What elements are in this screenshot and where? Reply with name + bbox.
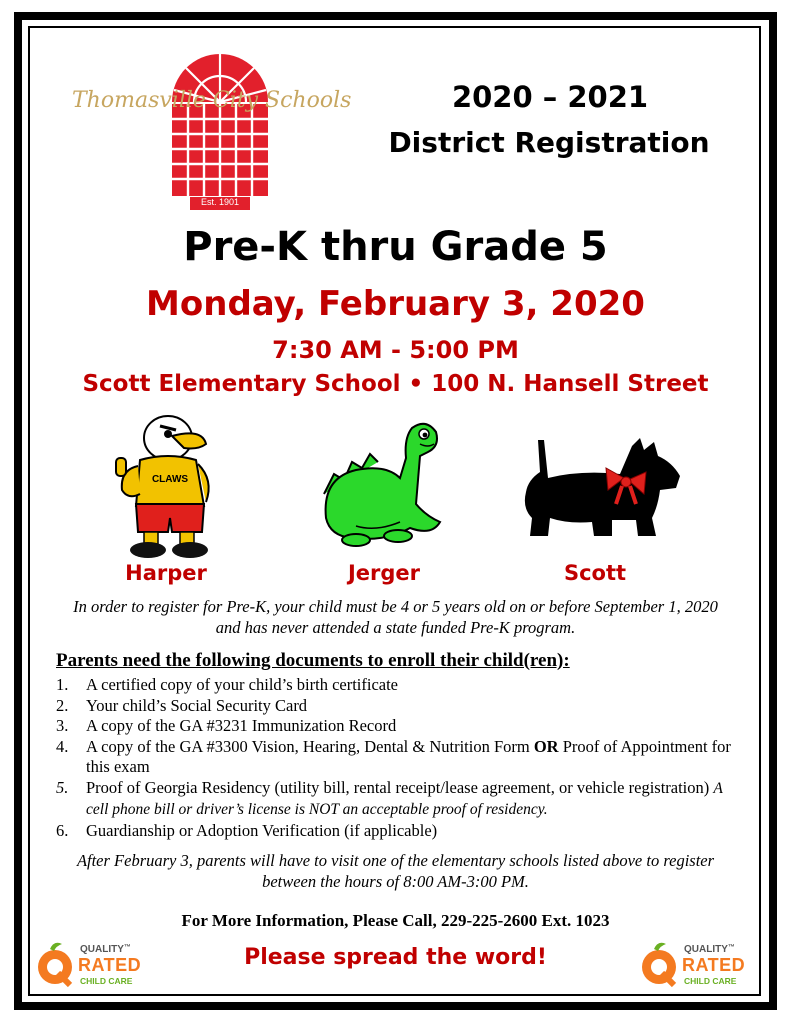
- list-item: [56, 778, 746, 821]
- list-item-number: 6.: [56, 820, 69, 840]
- school-year: 2020 – 2021: [451, 80, 649, 114]
- event-location: Scott Elementary School • 100 N. Hansell Street: [82, 371, 709, 397]
- list-item-text: A certified copy of your child’s birth certificate: [86, 675, 399, 694]
- list-item-number: 1.: [56, 675, 69, 694]
- list-item-text: Proof of Georgia Residency (utility bill, rental receipt/lease agreement, or vehicle registration): [86, 777, 714, 797]
- list-item: [56, 737, 746, 778]
- mascot-label-harper: Harper: [125, 561, 207, 585]
- dinosaur-mascot-icon: [316, 418, 448, 556]
- eagle-mascot-icon: [110, 410, 230, 560]
- quality-rated-q-icon: [640, 940, 680, 988]
- quality-rated-q-icon: [36, 940, 76, 988]
- list-item-text: A copy of the GA #3231 Immunization Record: [86, 716, 397, 735]
- badge-line1: QUALITY: [80, 944, 124, 955]
- list-item-number: 4.: [56, 736, 69, 756]
- list-item-number: 2.: [56, 695, 69, 715]
- list-item: [56, 696, 746, 717]
- badge-tm: ™: [123, 944, 131, 951]
- logo-est: Est. 1901: [200, 197, 240, 207]
- documents-list: [56, 675, 746, 841]
- documents-heading: Parents need the following documents to enroll their child(ren):: [56, 650, 570, 671]
- list-item-number: 5.: [56, 777, 69, 797]
- list-item-emphasis: OR: [533, 736, 559, 756]
- mascot-shirt-text: CLAWS: [151, 474, 189, 485]
- quality-rated-badge-left: [36, 940, 146, 988]
- list-item-text: A copy of the GA #3300 Vision, Hearing, Dental & Nutrition Form: [86, 736, 534, 756]
- badge-tm: ™: [727, 944, 735, 951]
- list-item: [56, 716, 746, 737]
- badge-line2: RATED: [682, 955, 746, 975]
- late-registration-note: After February 3, parents will have to visit one of the elementary schools listed above to register between the hours of 8:00 AM-3:00 PM.: [76, 851, 715, 891]
- registration-heading: District Registration: [388, 126, 710, 159]
- prek-eligibility-note: In order to register for Pre-K, your child must be 4 or 5 years old on or before September 1, 2020 and has never attended a state funded Pre-K program.: [73, 597, 718, 637]
- grade-range-title: Pre-K thru Grade 5: [183, 224, 608, 270]
- badge-line1: QUALITY: [684, 944, 728, 955]
- badge-line3: CHILD CARE: [80, 976, 133, 986]
- mascot-label-jerger: Jerger: [347, 561, 421, 585]
- list-item: [56, 821, 746, 842]
- list-item: [56, 675, 746, 696]
- event-date: Monday, February 3, 2020: [146, 284, 645, 324]
- list-item-caveat: A cell phone bill or driver’s license is NOT an acceptable proof of residency.: [86, 779, 723, 818]
- badge-line3: CHILD CARE: [684, 976, 737, 986]
- quality-rated-badge-right: [640, 940, 750, 988]
- spread-the-word: Please spread the word!: [244, 945, 547, 970]
- mascot-label-scott: Scott: [563, 561, 627, 585]
- list-item-text-continued: Proof of Appointment for this exam: [86, 736, 731, 776]
- list-item-number: 3.: [56, 716, 69, 735]
- badge-line2: RATED: [78, 955, 142, 975]
- school-window-logo: [170, 46, 270, 211]
- logo-wordmark: Thomasville City Schools: [72, 88, 352, 113]
- event-time: 7:30 AM - 5:00 PM: [272, 336, 519, 364]
- list-item-text: Your child’s Social Security Card: [86, 695, 308, 715]
- list-item-text: Guardianship or Adoption Verification (if applicable): [86, 820, 438, 840]
- scottie-dog-mascot-icon: [520, 432, 690, 542]
- contact-info: For More Information, Please Call, 229-225-2600 Ext. 1023: [181, 911, 610, 930]
